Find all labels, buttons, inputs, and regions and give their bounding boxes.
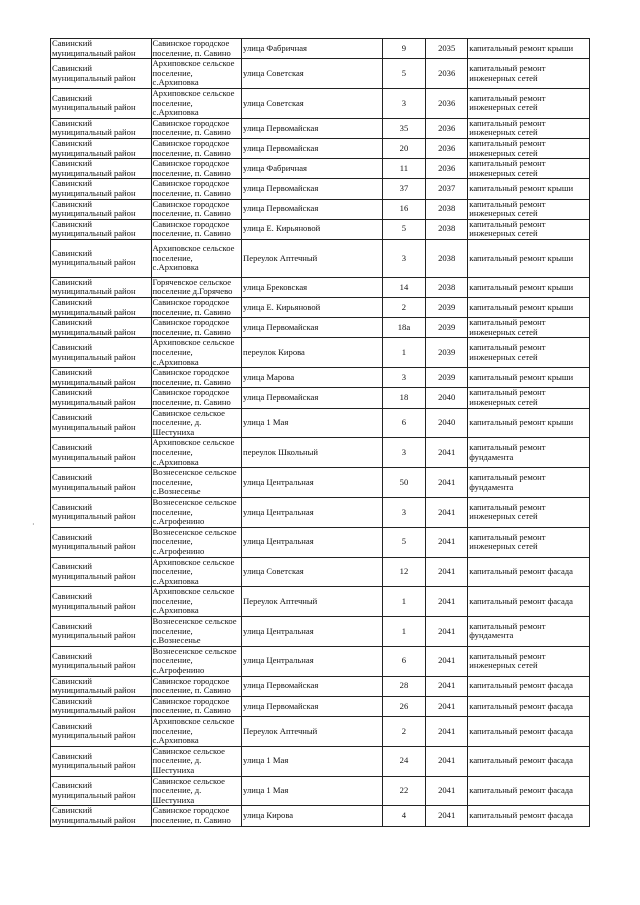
- house-number-cell: 6: [382, 408, 425, 438]
- work-type-cell: капитальный ремонт фасада: [468, 557, 590, 587]
- table-row: [51, 646, 590, 676]
- district-cell: Савинский муниципальный район: [51, 298, 152, 318]
- table-row: [51, 159, 590, 179]
- year-cell: 2038: [426, 277, 468, 297]
- street-cell: улица Советская: [242, 59, 383, 89]
- house-number-cell: 37: [382, 179, 425, 199]
- street-cell: улица Первомайская: [242, 179, 383, 199]
- street-cell: улица Марова: [242, 368, 383, 388]
- table-row: [51, 438, 590, 468]
- work-type-cell: капитальный ремонт инженерных сетей: [468, 59, 590, 89]
- scan-speck: ·: [32, 520, 35, 529]
- table-row: [51, 527, 590, 557]
- settlement-cell: Вознесенское сельское поселение, с.Агрофенино: [151, 646, 242, 676]
- table-body: [51, 39, 590, 827]
- street-cell: улица Центральная: [242, 468, 383, 498]
- table-row: [51, 368, 590, 388]
- street-cell: улица Брековская: [242, 277, 383, 297]
- work-type-cell: капитальный ремонт инженерных сетей: [468, 88, 590, 118]
- street-cell: улица Советская: [242, 88, 383, 118]
- year-cell: 2041: [426, 646, 468, 676]
- work-type-cell: капитальный ремонт фасада: [468, 676, 590, 696]
- table-row: [51, 388, 590, 408]
- street-cell: улица Фабричная: [242, 159, 383, 179]
- district-cell: Савинский муниципальный район: [51, 277, 152, 297]
- year-cell: 2037: [426, 179, 468, 199]
- work-type-cell: капитальный ремонт фасада: [468, 776, 590, 806]
- house-number-cell: 28: [382, 676, 425, 696]
- settlement-cell: Савинское городское поселение, п. Савино: [151, 219, 242, 239]
- work-type-cell: капитальный ремонт фундамента: [468, 438, 590, 468]
- house-number-cell: 3: [382, 497, 425, 527]
- table-row: [51, 587, 590, 617]
- year-cell: 2041: [426, 746, 468, 776]
- year-cell: 2041: [426, 717, 468, 747]
- settlement-cell: Архиповское сельское поселение, с.Архиповка: [151, 338, 242, 368]
- house-number-cell: 3: [382, 239, 425, 277]
- street-cell: улица Центральная: [242, 527, 383, 557]
- work-type-cell: капитальный ремонт инженерных сетей: [468, 118, 590, 138]
- work-type-cell: капитальный ремонт крыши: [468, 179, 590, 199]
- settlement-cell: Савинское городское поселение, п. Савино: [151, 696, 242, 716]
- settlement-cell: Савинское городское поселение, п. Савино: [151, 138, 242, 158]
- work-type-cell: капитальный ремонт фундамента: [468, 617, 590, 647]
- district-cell: Савинский муниципальный район: [51, 587, 152, 617]
- work-type-cell: капитальный ремонт инженерных сетей: [468, 388, 590, 408]
- house-number-cell: 3: [382, 88, 425, 118]
- table-row: [51, 219, 590, 239]
- district-cell: Савинский муниципальный район: [51, 468, 152, 498]
- table-row: [51, 696, 590, 716]
- house-number-cell: 4: [382, 806, 425, 826]
- year-cell: 2041: [426, 696, 468, 716]
- settlement-cell: Савинское городское поселение, п. Савино: [151, 368, 242, 388]
- house-number-cell: 18а: [382, 318, 425, 338]
- house-number-cell: 26: [382, 696, 425, 716]
- settlement-cell: Савинское городское поселение, п. Савино: [151, 806, 242, 826]
- year-cell: 2039: [426, 338, 468, 368]
- year-cell: 2041: [426, 676, 468, 696]
- street-cell: переулок Школьный: [242, 438, 383, 468]
- settlement-cell: Вознесенское сельское поселение, с.Вознесенье: [151, 468, 242, 498]
- district-cell: Савинский муниципальный район: [51, 338, 152, 368]
- district-cell: Савинский муниципальный район: [51, 388, 152, 408]
- settlement-cell: Савинское городское поселение, п. Савино: [151, 118, 242, 138]
- table-row: [51, 557, 590, 587]
- table-row: [51, 199, 590, 219]
- year-cell: 2039: [426, 368, 468, 388]
- house-number-cell: 2: [382, 298, 425, 318]
- street-cell: улица Е. Кирьяновой: [242, 298, 383, 318]
- house-number-cell: 18: [382, 388, 425, 408]
- street-cell: улица Центральная: [242, 646, 383, 676]
- district-cell: Савинский муниципальный район: [51, 557, 152, 587]
- street-cell: улица Первомайская: [242, 199, 383, 219]
- settlement-cell: Вознесенское сельское поселение, с.Вознесенье: [151, 617, 242, 647]
- year-cell: 2041: [426, 468, 468, 498]
- table-row: [51, 408, 590, 438]
- street-cell: улица Первомайская: [242, 138, 383, 158]
- work-type-cell: капитальный ремонт фундамента: [468, 468, 590, 498]
- district-cell: Савинский муниципальный район: [51, 368, 152, 388]
- district-cell: Савинский муниципальный район: [51, 806, 152, 826]
- work-type-cell: капитальный ремонт крыши: [468, 277, 590, 297]
- district-cell: Савинский муниципальный район: [51, 219, 152, 239]
- year-cell: 2038: [426, 199, 468, 219]
- street-cell: улица Е. Кирьяновой: [242, 219, 383, 239]
- settlement-cell: Савинское городское поселение, п. Савино: [151, 39, 242, 59]
- settlement-cell: Савинское сельское поселение, д. Шестуниха: [151, 746, 242, 776]
- work-type-cell: капитальный ремонт инженерных сетей: [468, 527, 590, 557]
- work-type-cell: капитальный ремонт фасада: [468, 717, 590, 747]
- district-cell: Савинский муниципальный район: [51, 527, 152, 557]
- work-type-cell: капитальный ремонт инженерных сетей: [468, 338, 590, 368]
- house-number-cell: 1: [382, 617, 425, 647]
- house-number-cell: 35: [382, 118, 425, 138]
- document-page: [50, 38, 590, 827]
- table-row: [51, 338, 590, 368]
- street-cell: улица Фабричная: [242, 39, 383, 59]
- year-cell: 2041: [426, 587, 468, 617]
- year-cell: 2041: [426, 438, 468, 468]
- district-cell: Савинский муниципальный район: [51, 696, 152, 716]
- work-type-cell: капитальный ремонт фасада: [468, 746, 590, 776]
- district-cell: Савинский муниципальный район: [51, 159, 152, 179]
- house-number-cell: 6: [382, 646, 425, 676]
- street-cell: улица Первомайская: [242, 318, 383, 338]
- house-number-cell: 2: [382, 717, 425, 747]
- table-row: [51, 676, 590, 696]
- work-type-cell: капитальный ремонт инженерных сетей: [468, 646, 590, 676]
- work-type-cell: капитальный ремонт инженерных сетей: [468, 318, 590, 338]
- table-row: [51, 746, 590, 776]
- table-row: [51, 118, 590, 138]
- district-cell: Савинский муниципальный район: [51, 59, 152, 89]
- house-number-cell: 5: [382, 527, 425, 557]
- settlement-cell: Архиповское сельское поселение, с.Архиповка: [151, 59, 242, 89]
- house-number-cell: 3: [382, 368, 425, 388]
- house-number-cell: 16: [382, 199, 425, 219]
- house-number-cell: 5: [382, 219, 425, 239]
- settlement-cell: Архиповское сельское поселение, с.Архиповка: [151, 438, 242, 468]
- work-type-cell: капитальный ремонт инженерных сетей: [468, 219, 590, 239]
- year-cell: 2041: [426, 497, 468, 527]
- table-row: [51, 806, 590, 826]
- table-row: [51, 88, 590, 118]
- settlement-cell: Архиповское сельское поселение, с.Архиповка: [151, 717, 242, 747]
- work-type-cell: капитальный ремонт фасада: [468, 696, 590, 716]
- district-cell: Савинский муниципальный район: [51, 408, 152, 438]
- street-cell: улица Советская: [242, 557, 383, 587]
- work-type-cell: капитальный ремонт инженерных сетей: [468, 138, 590, 158]
- table-row: [51, 776, 590, 806]
- work-type-cell: капитальный ремонт крыши: [468, 39, 590, 59]
- year-cell: 2041: [426, 527, 468, 557]
- street-cell: улица Первомайская: [242, 676, 383, 696]
- street-cell: улица Центральная: [242, 497, 383, 527]
- house-number-cell: 11: [382, 159, 425, 179]
- year-cell: 2040: [426, 408, 468, 438]
- house-number-cell: 20: [382, 138, 425, 158]
- settlement-cell: Савинское городское поселение, п. Савино: [151, 179, 242, 199]
- street-cell: Переулок Аптечный: [242, 587, 383, 617]
- street-cell: улица 1 Мая: [242, 408, 383, 438]
- table-row: [51, 717, 590, 747]
- year-cell: 2036: [426, 118, 468, 138]
- street-cell: улица Первомайская: [242, 118, 383, 138]
- house-number-cell: 9: [382, 39, 425, 59]
- settlement-cell: Савинское городское поселение, п. Савино: [151, 388, 242, 408]
- settlement-cell: Горячевское сельское поселение д.Горячево: [151, 277, 242, 297]
- district-cell: Савинский муниципальный район: [51, 199, 152, 219]
- table-row: [51, 298, 590, 318]
- settlement-cell: Архиповское сельское поселение, с.Архиповка: [151, 239, 242, 277]
- settlement-cell: Савинское городское поселение, п. Савино: [151, 676, 242, 696]
- district-cell: Савинский муниципальный район: [51, 239, 152, 277]
- table-row: [51, 277, 590, 297]
- settlement-cell: Савинское сельское поселение, д. Шестуниха: [151, 408, 242, 438]
- year-cell: 2036: [426, 159, 468, 179]
- table-row: [51, 138, 590, 158]
- table-row: [51, 239, 590, 277]
- district-cell: Савинский муниципальный район: [51, 717, 152, 747]
- year-cell: 2041: [426, 776, 468, 806]
- house-number-cell: 50: [382, 468, 425, 498]
- table-row: [51, 497, 590, 527]
- district-cell: Савинский муниципальный район: [51, 617, 152, 647]
- district-cell: Савинский муниципальный район: [51, 39, 152, 59]
- year-cell: 2038: [426, 239, 468, 277]
- house-number-cell: 14: [382, 277, 425, 297]
- work-type-cell: капитальный ремонт крыши: [468, 298, 590, 318]
- settlement-cell: Савинское городское поселение, п. Савино: [151, 318, 242, 338]
- table-row: [51, 39, 590, 59]
- year-cell: 2036: [426, 59, 468, 89]
- settlement-cell: Архиповское сельское поселение, с.Архиповка: [151, 88, 242, 118]
- settlement-cell: Савинское сельское поселение, д. Шестуниха: [151, 776, 242, 806]
- year-cell: 2041: [426, 557, 468, 587]
- work-type-cell: капитальный ремонт крыши: [468, 408, 590, 438]
- work-type-cell: капитальный ремонт крыши: [468, 239, 590, 277]
- district-cell: Савинский муниципальный район: [51, 179, 152, 199]
- settlement-cell: Савинское городское поселение, п. Савино: [151, 298, 242, 318]
- year-cell: 2036: [426, 138, 468, 158]
- street-cell: переулок Кирова: [242, 338, 383, 368]
- house-number-cell: 12: [382, 557, 425, 587]
- district-cell: Савинский муниципальный район: [51, 138, 152, 158]
- house-number-cell: 22: [382, 776, 425, 806]
- house-number-cell: 1: [382, 587, 425, 617]
- work-type-cell: капитальный ремонт фасада: [468, 587, 590, 617]
- settlement-cell: Вознесенское сельское поселение, с.Агрофенино: [151, 527, 242, 557]
- settlement-cell: Архиповское сельское поселение, с.Архиповка: [151, 587, 242, 617]
- street-cell: улица Первомайская: [242, 388, 383, 408]
- year-cell: 2039: [426, 298, 468, 318]
- district-cell: Савинский муниципальный район: [51, 438, 152, 468]
- house-number-cell: 3: [382, 438, 425, 468]
- year-cell: 2038: [426, 219, 468, 239]
- work-type-cell: капитальный ремонт инженерных сетей: [468, 199, 590, 219]
- year-cell: 2036: [426, 88, 468, 118]
- street-cell: улица Центральная: [242, 617, 383, 647]
- street-cell: улица Первомайская: [242, 696, 383, 716]
- year-cell: 2035: [426, 39, 468, 59]
- year-cell: 2041: [426, 617, 468, 647]
- district-cell: Савинский муниципальный район: [51, 676, 152, 696]
- district-cell: Савинский муниципальный район: [51, 88, 152, 118]
- table-row: [51, 59, 590, 89]
- house-number-cell: 1: [382, 338, 425, 368]
- district-cell: Савинский муниципальный район: [51, 746, 152, 776]
- table-row: [51, 318, 590, 338]
- table-row: [51, 617, 590, 647]
- work-type-cell: капитальный ремонт инженерных сетей: [468, 159, 590, 179]
- work-type-cell: капитальный ремонт крыши: [468, 368, 590, 388]
- settlement-cell: Архиповское сельское поселение, с.Архиповка: [151, 557, 242, 587]
- street-cell: Переулок Аптечный: [242, 717, 383, 747]
- year-cell: 2041: [426, 806, 468, 826]
- house-number-cell: 5: [382, 59, 425, 89]
- street-cell: Переулок Аптечный: [242, 239, 383, 277]
- table-row: [51, 179, 590, 199]
- year-cell: 2039: [426, 318, 468, 338]
- district-cell: Савинский муниципальный район: [51, 497, 152, 527]
- work-type-cell: капитальный ремонт инженерных сетей: [468, 497, 590, 527]
- settlement-cell: Вознесенское сельское поселение, с.Агрофенино: [151, 497, 242, 527]
- work-type-cell: капитальный ремонт фасада: [468, 806, 590, 826]
- district-cell: Савинский муниципальный район: [51, 646, 152, 676]
- street-cell: улица 1 Мая: [242, 776, 383, 806]
- settlement-cell: Савинское городское поселение, п. Савино: [151, 199, 242, 219]
- district-cell: Савинский муниципальный район: [51, 318, 152, 338]
- street-cell: улица 1 Мая: [242, 746, 383, 776]
- year-cell: 2040: [426, 388, 468, 408]
- settlement-cell: Савинское городское поселение, п. Савино: [151, 159, 242, 179]
- table-row: [51, 468, 590, 498]
- district-cell: Савинский муниципальный район: [51, 776, 152, 806]
- repair-schedule-table: [50, 38, 590, 827]
- district-cell: Савинский муниципальный район: [51, 118, 152, 138]
- street-cell: улица Кирова: [242, 806, 383, 826]
- house-number-cell: 24: [382, 746, 425, 776]
